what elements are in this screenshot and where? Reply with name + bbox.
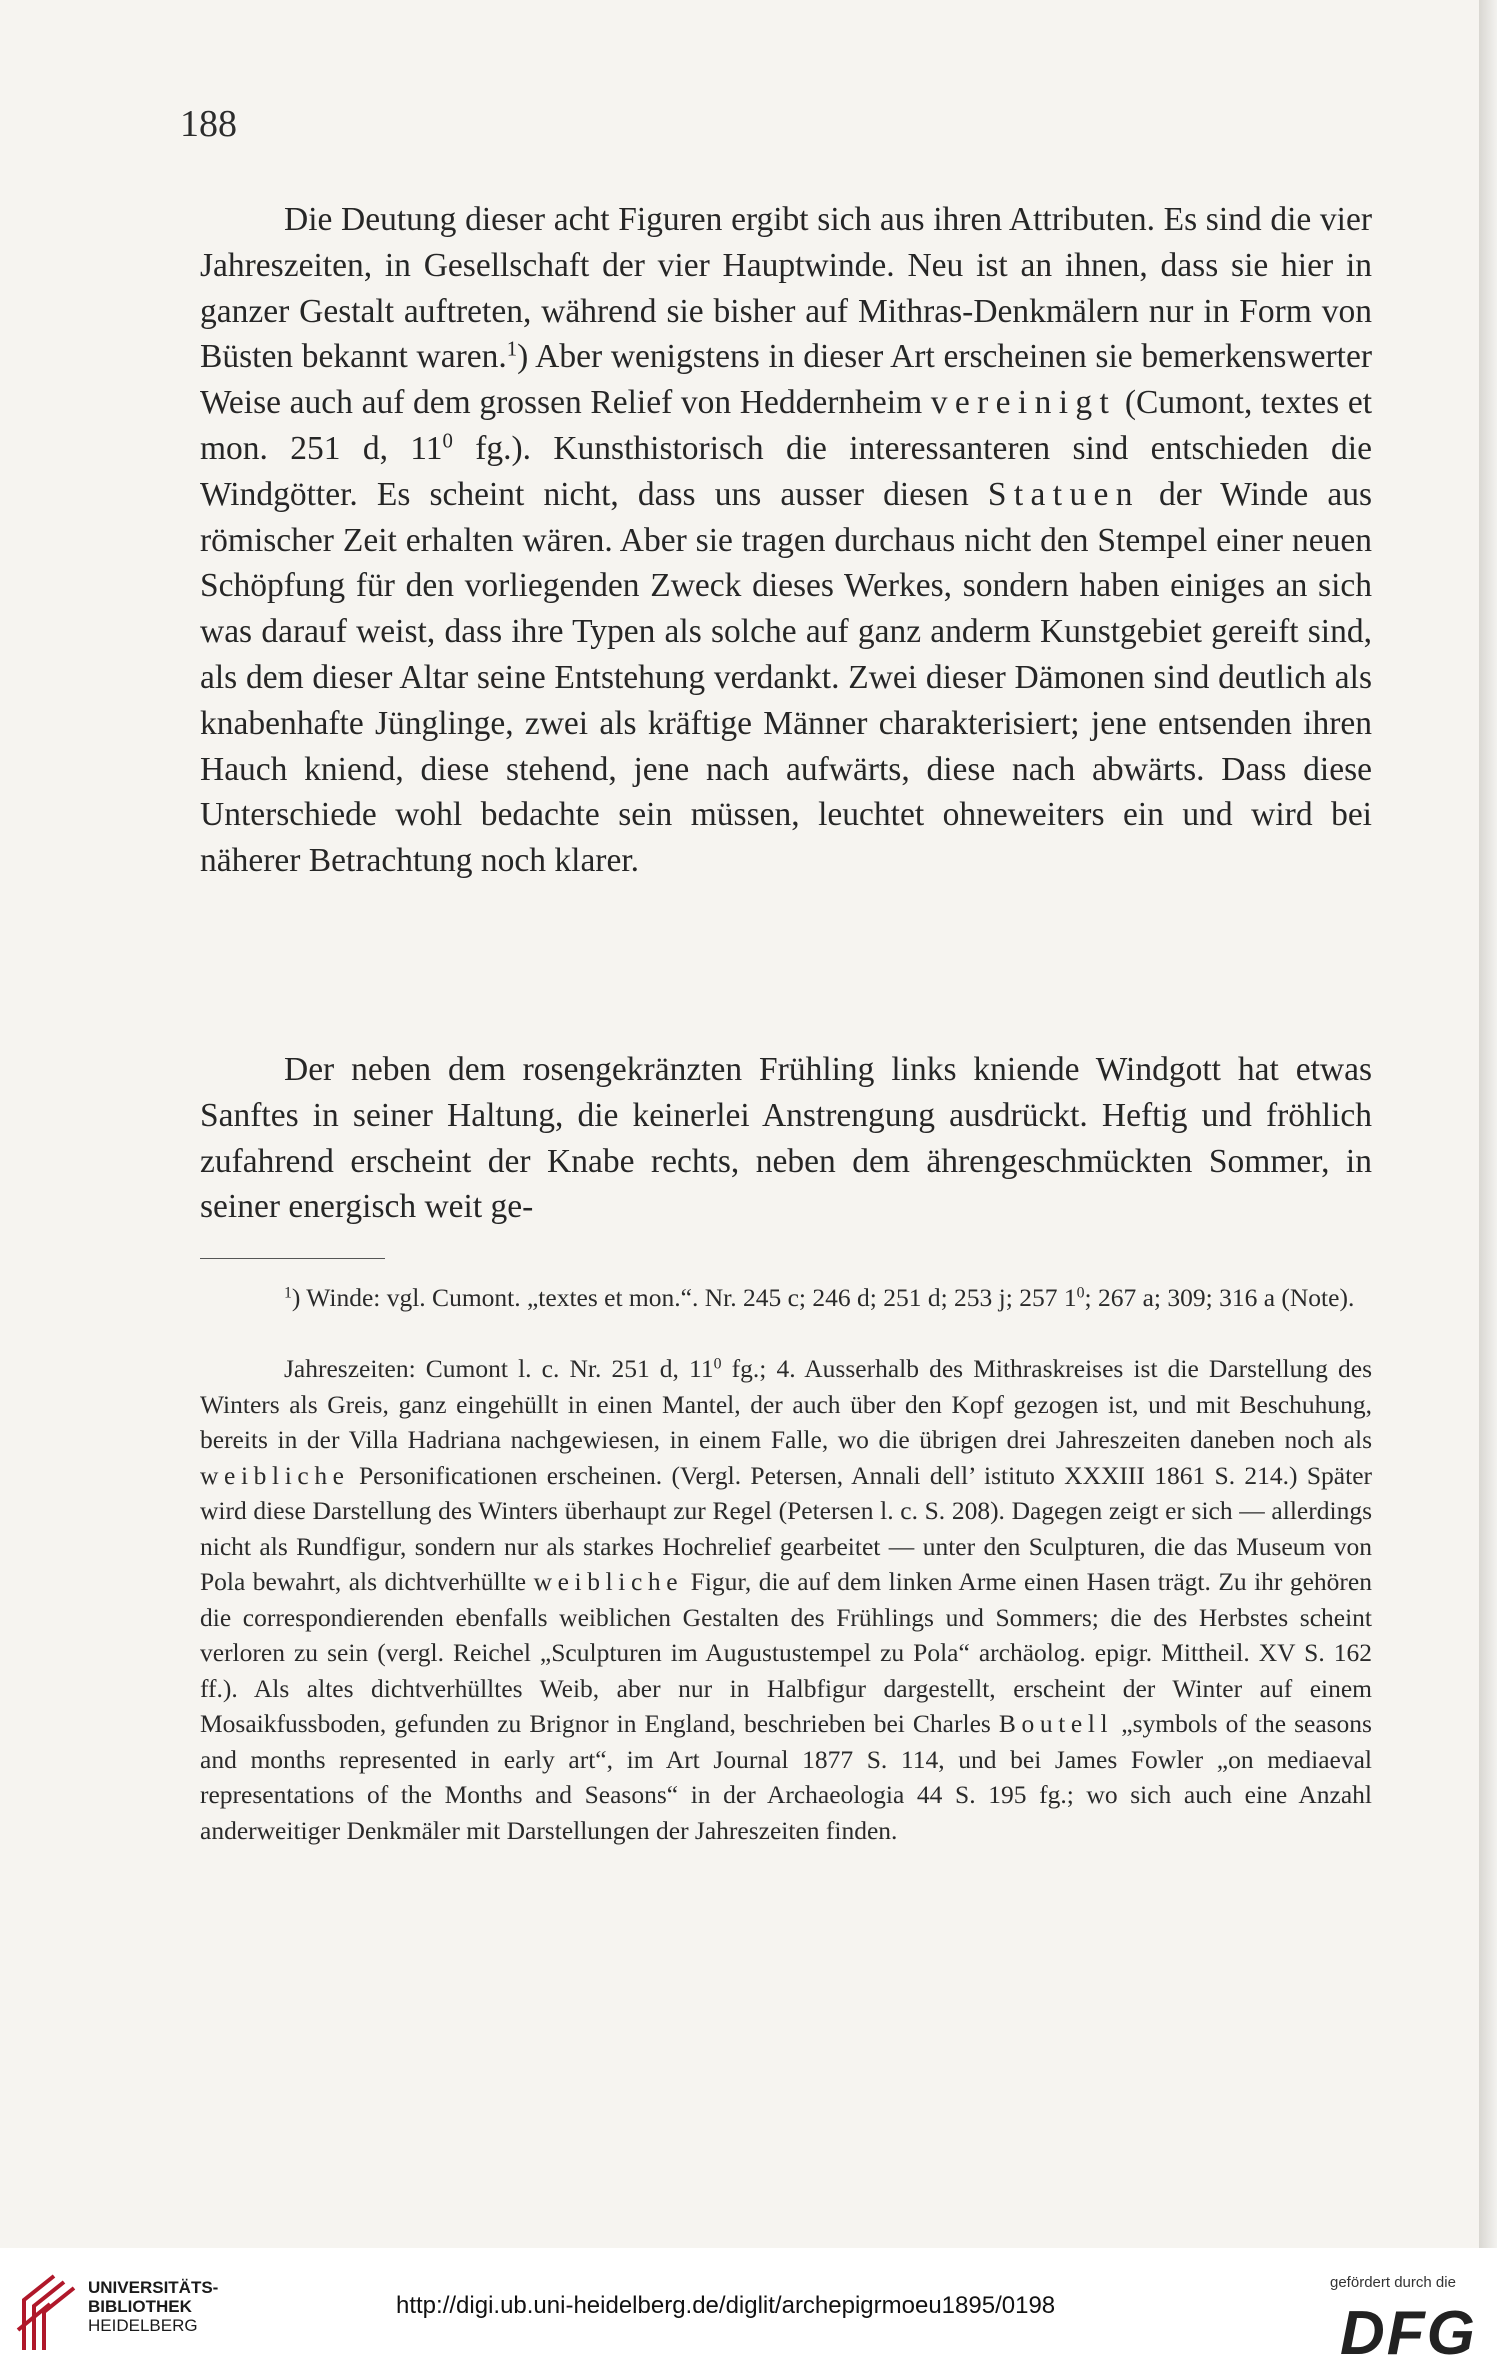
body-paragraph-2 (200, 1047, 1372, 1230)
permalink-url[interactable]: http://digi.ub.uni-heidelberg.de/diglit/archepigrmoeu1895/0198 (396, 2292, 1056, 2319)
text-run: ) Aber wenigstens in dieser Art erscheinen sie bemerkenswerter Weise auch auf dem grossen Relief von Heddernheim (200, 338, 1372, 422)
emphasized-word: weibliche (533, 1567, 684, 1596)
text-run: fg.; 4. Ausserhalb des Mithraskreises ist die Darstellung des Winters als Greis, ganz eingehüllt in einen Mantel, der auch über den Kopf gezogen ist, und mit Beschuhung, bereits in der Villa Hadriana nachgewiesen, in einem Falle, wo die übrigen drei Jahreszeiten daneben noch als (200, 1354, 1372, 1454)
page-number: 188 (180, 103, 237, 145)
text-run: Jahreszeiten: Cumont l. c. Nr. 251 d, 11 (284, 1354, 714, 1383)
emphasized-word: vereinigt (930, 384, 1117, 422)
superscript: 0 (1076, 1284, 1085, 1302)
library-logo-icon (14, 2270, 78, 2358)
text-run: ) Winde: vgl. Cumont. „textes et mon.“. Nr. 245 c; 246 d; 251 d; 253 j; 257 1 (291, 1283, 1077, 1312)
text-run: der Winde aus römischer Zeit erhalten wären. Aber sie tragen durchaus nicht den Stempel einer neuen Schöpfung für den vorliegenden Zweck dieses Werkes, sondern haben einiges an sich was darauf weist, dass ihre Typen als solche auf ganz anderm Kunstgebiet gereift sind, als dem dieser Altar seine Entstehung verdankt. Zwei dieser Dämonen sind deutlich als knabenhafte Jünglinge, zwei als kräftige Männer charakterisiert; jene entsenden ihren Hauch kniend, diese stehend, jene nach aufwärts, diese nach abwärts. Dass diese Unterschiede wohl bedachte sein müssen, leuchtet ohneweiters ein und wird bei näherer Betrachtung noch klarer. (200, 475, 1373, 880)
dfg-logo-icon: DFG (1340, 2299, 1477, 2368)
library-name-line: HEIDELBERG (88, 2316, 198, 2335)
body-paragraph-1 (200, 197, 1372, 884)
text-run: Personificationen erscheinen. (Vergl. Petersen, Annali dell’ istituto XXXIII 1861 S. 214.) Später wird diese Darstellung des Winters überhaupt zur Regel (Petersen l. c. S. 208). Dagegen zeigt er sich — allerdings nicht als Rundfigur, sondern nur als starkes Hochrelief gearbeitet — unter den Sculpturen, die das Museum von Pola bewahrt, als dichtverhüllte (200, 1460, 1372, 1596)
emphasized-word: weibliche (200, 1460, 350, 1490)
footnote-reference: 1 (506, 337, 518, 361)
footnote-divider (200, 1258, 385, 1259)
footer-bar (0, 2248, 1497, 2374)
text-run: Der neben dem rosengekränzten Frühling links kniende Windgott hat etwas Sanftes in seiner Haltung, die keinerlei Anstrengung ausdrückt. Heftig und fröhlich zufahrend erscheint der Knabe rechts, neben dem ährengeschmückten Sommer, in seiner energisch weit ge- (200, 1051, 1372, 1226)
text-run: (Cumont, textes et mon. 251 d, 11 (200, 384, 1372, 467)
library-name-line: BIBLIOTHEK (88, 2297, 192, 2316)
page-edge (1479, 0, 1497, 2248)
text-run: Figur, die auf dem linken Arme einen Hasen trägt. Zu ihr gehören die correspondierenden ebenfalls weiblichen Gestalten des Frühlings und Sommers; die des Herbstes scheint verloren zu sein (vergl. Reichel „Sculpturen im Augustustempel zu Pola“ archäolog. epigr. Mittheil. XV S. 162 ff.). Als altes dichtverhülltes Weib, aber nur in Halbfigur dargestellt, erscheint der Winter auf einem Mosaikfussboden, gefunden zu Brignor in England, beschrieben bei Charles (200, 1567, 1372, 1738)
text-run: „symbols of the seasons and months represented in early art“, im Art Journal 1877 S. 114, und bei James Fowler „on mediaeval representations of the Months and Seasons“ in der Archaeologia 44 S. 195 fg.; wo sich auch eine Anzahl anderweitiger Denkmäler mit Darstellungen der Jahreszeiten finden. (200, 1709, 1372, 1845)
funding-note: gefördert durch die (1330, 2274, 1456, 2291)
text-run: ; 267 a; 309; 316 a (Note). (1084, 1283, 1355, 1312)
library-name (88, 2278, 218, 2335)
library-name-line: UNIVERSITÄTS- (88, 2278, 219, 2297)
superscript: 0 (442, 429, 453, 453)
emphasized-word: Statuen (987, 475, 1140, 513)
emphasized-word: Boutell (998, 1709, 1114, 1738)
superscript: 0 (713, 1355, 722, 1373)
footnote-1 (200, 1280, 1372, 1316)
footnote-marker: 1 (284, 1284, 292, 1302)
text-run: fg.). Kunsthistorisch die interessanteren sind entschieden die Windgötter. Es scheint nicht, dass uns ausser diesen (200, 429, 1372, 513)
footnote-1-continuation (200, 1351, 1372, 1848)
text-run: Die Deutung dieser acht Figuren ergibt sich aus ihren Attributen. Es sind die vier Jahreszeiten, in Gesellschaft der vier Hauptwinde. Neu ist an ihnen, dass sie hier in ganzer Gestalt auftreten, während sie bisher auf Mithras-Denkmälern nur in Form von Büsten bekannt waren. (200, 201, 1372, 376)
